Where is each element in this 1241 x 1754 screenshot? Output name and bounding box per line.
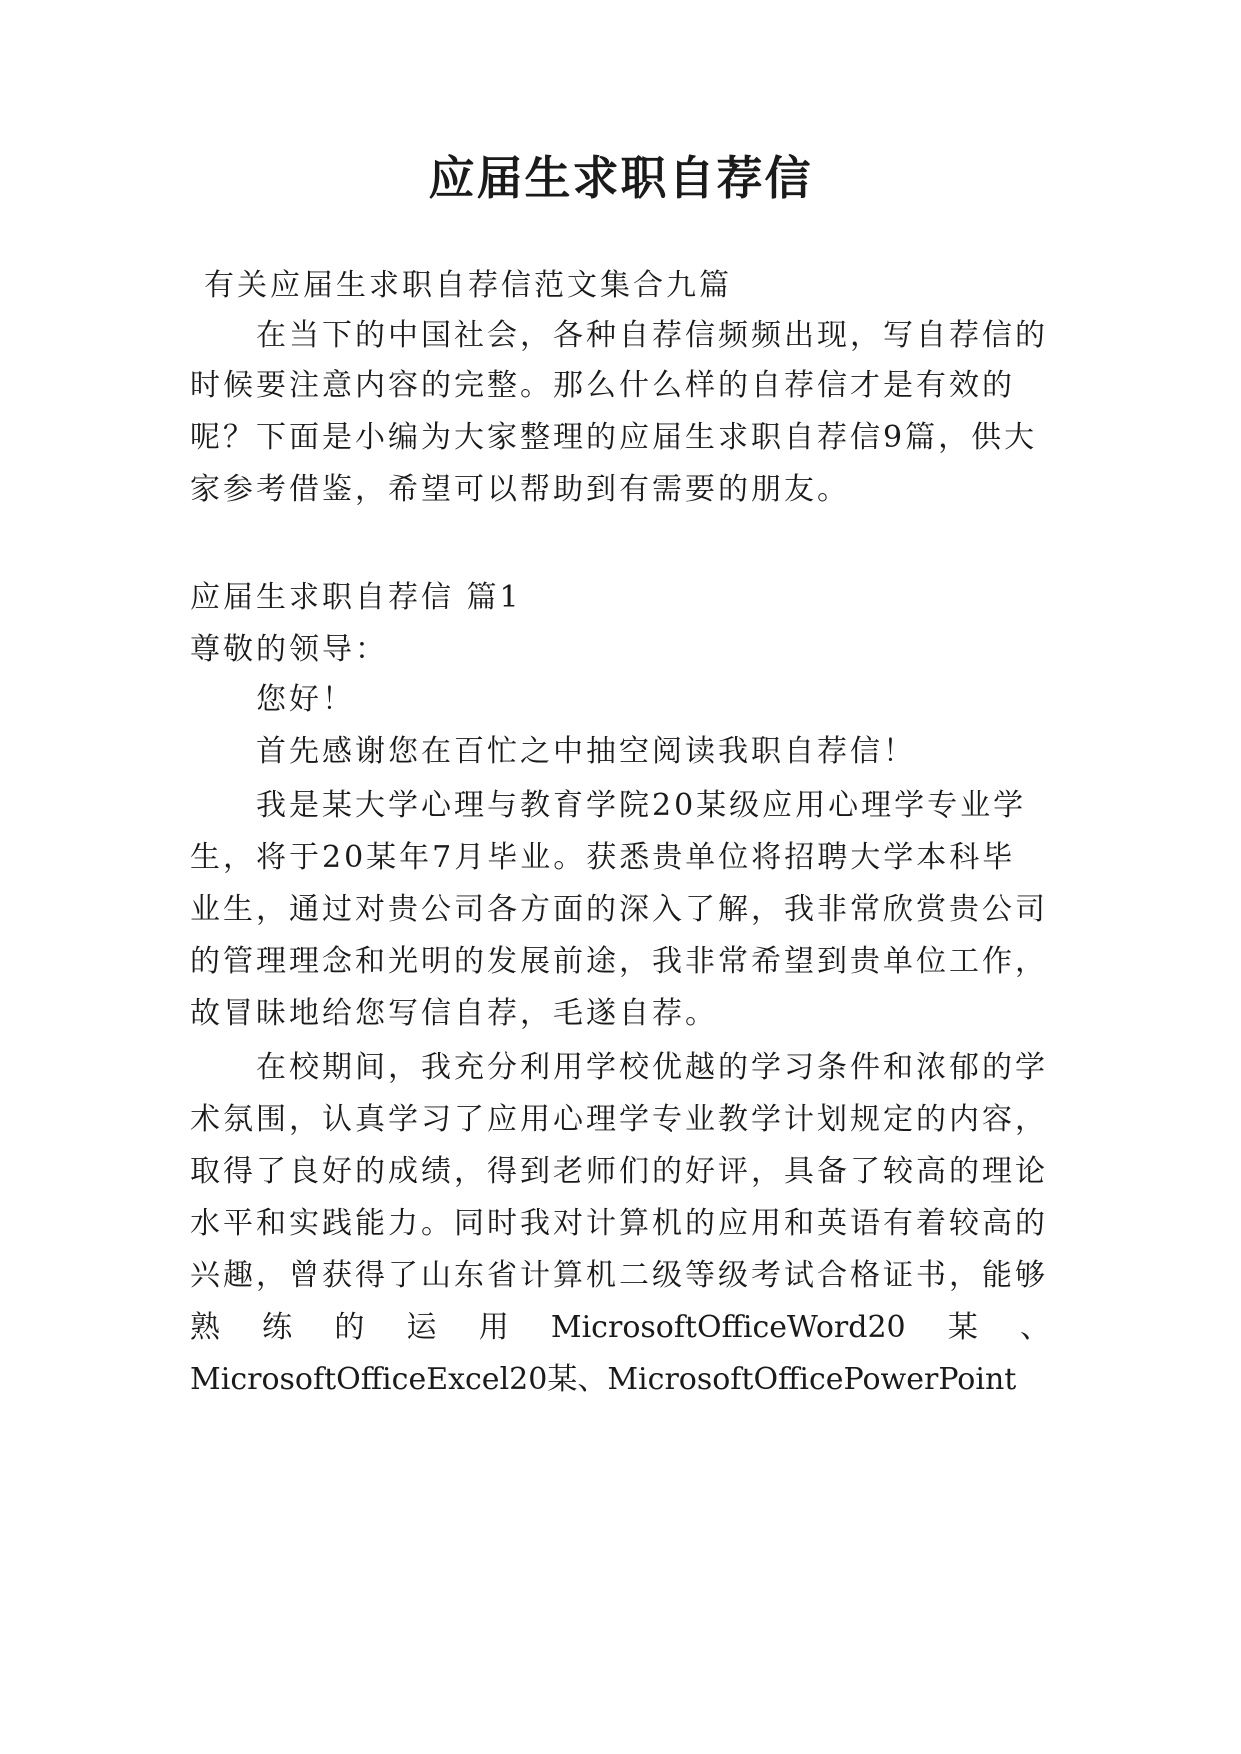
document-subtitle: 有关应届生求职自荐信范文集合九篇 xyxy=(204,268,732,303)
paragraph-line: MicrosoftOfficeExcel20某、MicrosoftOfficePowerPoint xyxy=(190,1362,1017,1397)
paragraph-line: 业生，通过对贵公司各方面的深入了解，我非常欣赏贵公司 xyxy=(190,892,1048,927)
word: 某 xyxy=(947,1310,978,1345)
salutation: 尊敬的领导： xyxy=(190,632,388,667)
greeting: 您好！ xyxy=(256,682,355,717)
paragraph-line: 我是某大学心理与教育学院20某级应用心理学专业学 xyxy=(256,788,1027,823)
intro-line: 家参考借鉴，希望可以帮助到有需要的朋友。 xyxy=(190,472,850,507)
paragraph-line: 兴趣，曾获得了山东省计算机二级等级考试合格证书，能够 xyxy=(190,1258,1048,1293)
document-title: 应届生求职自荐信 xyxy=(428,151,813,205)
word: 练 xyxy=(262,1310,293,1345)
word: 、 xyxy=(1019,1310,1050,1345)
justified-paragraph-line xyxy=(190,1308,1050,1348)
paragraph-line: 在校期间，我充分利用学校优越的学习条件和浓郁的学 xyxy=(256,1050,1048,1085)
paragraph-line: 的管理理念和光明的发展前途，我非常希望到贵单位工作， xyxy=(190,944,1048,979)
paragraph-line: 生，将于20某年7月毕业。获悉贵单位将招聘大学本科毕 xyxy=(190,840,1016,875)
word: MicrosoftOfficeWord20 xyxy=(550,1310,906,1345)
word: 熟 xyxy=(190,1310,220,1345)
section-heading: 应届生求职自荐信 篇1 xyxy=(190,580,522,615)
thanks-line: 首先感谢您在百忙之中抽空阅读我职自荐信！ xyxy=(256,734,916,769)
paragraph-line: 取得了良好的成绩，得到老师们的好评，具备了较高的理论 xyxy=(190,1154,1048,1189)
word: 的 xyxy=(334,1310,365,1345)
paragraph-line: 故冒昧地给您写信自荐，毛遂自荐。 xyxy=(190,996,718,1031)
intro-line: 时候要注意内容的完整。那么什么样的自荐信才是有效的 xyxy=(190,368,1015,403)
paragraph-line: 水平和实践能力。同时我对计算机的应用和英语有着较高的 xyxy=(190,1206,1048,1241)
word: 用 xyxy=(478,1310,509,1345)
paragraph-line: 术氛围，认真学习了应用心理学专业教学计划规定的内容， xyxy=(190,1102,1048,1137)
intro-line: 在当下的中国社会，各种自荐信频频出现，写自荐信的 xyxy=(256,318,1048,353)
word: 运 xyxy=(406,1310,437,1345)
intro-line: 呢？下面是小编为大家整理的应届生求职自荐信9篇，供大 xyxy=(190,420,1038,455)
